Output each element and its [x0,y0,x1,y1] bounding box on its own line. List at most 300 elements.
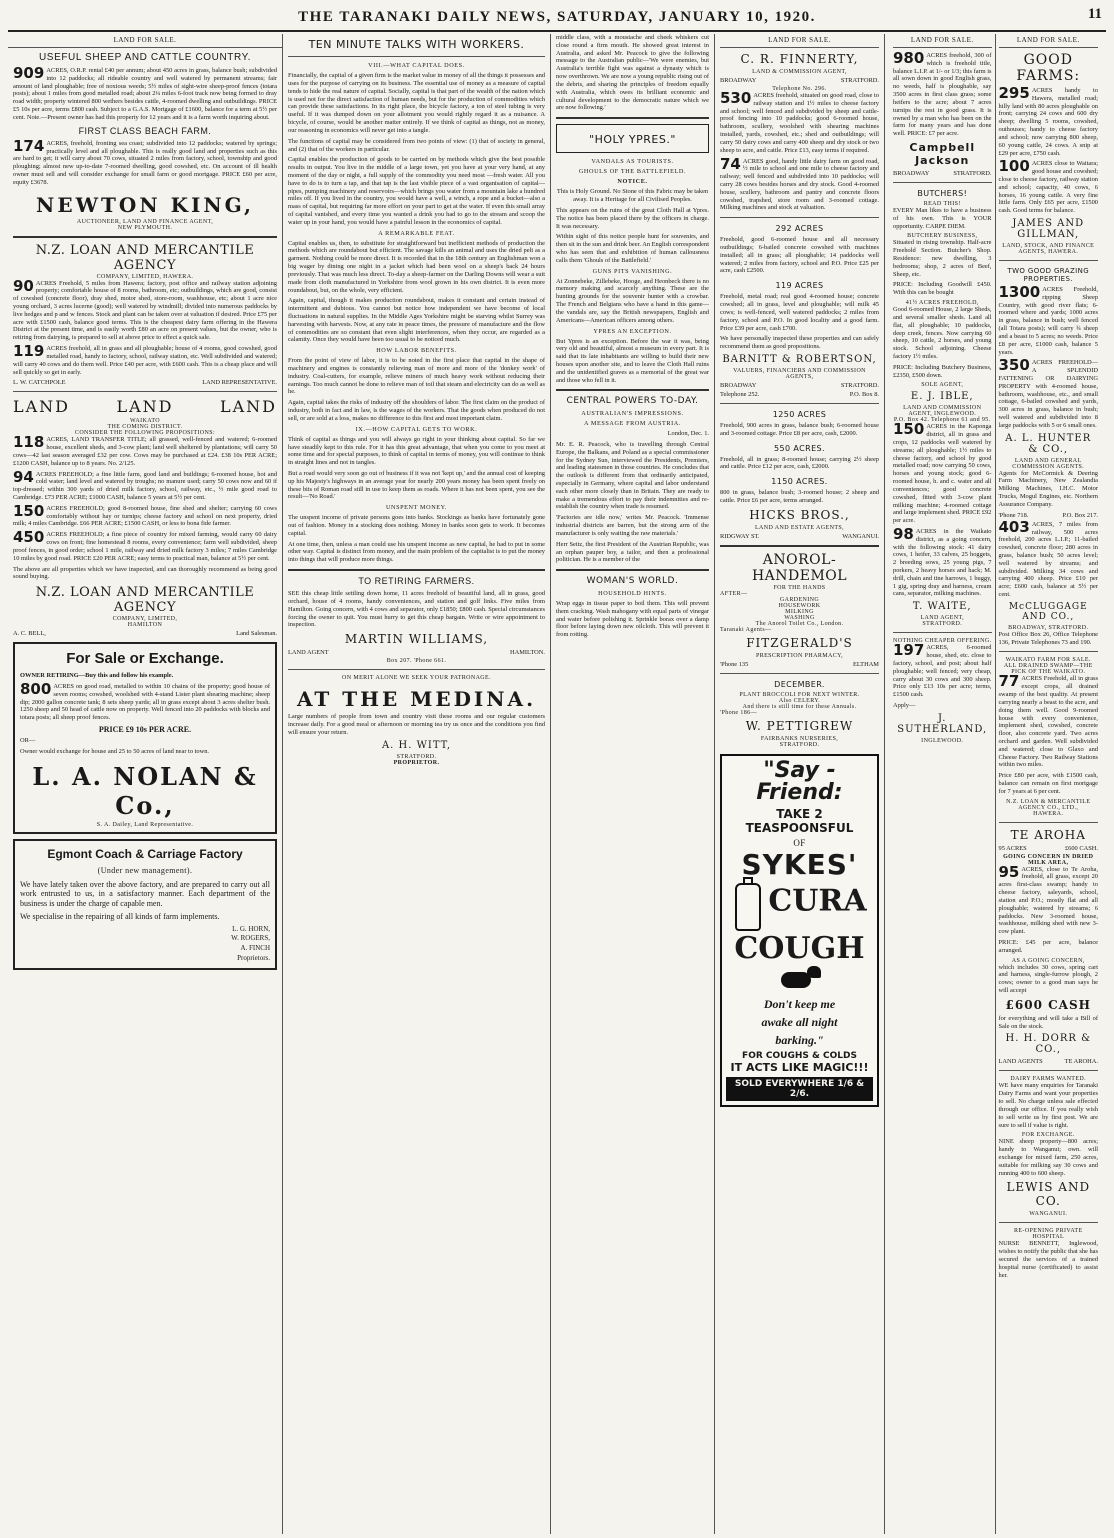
ad-footer: IT ACTS LIKE MAGIC!!! [730,1061,869,1075]
product-use: GARDENING [779,596,820,603]
proprietor: A. H. WITT, [381,739,452,751]
listing-403 [998,517,1099,599]
article-subhead: YPRES AN EXCEPTION. [593,327,672,335]
firm-subtitle: AUCTIONEER, LAND AND FINANCE AGENT, [76,218,214,225]
divider [288,569,545,571]
ad-of: OF [793,837,806,848]
ad-paragraph: We specialise in the repairing of all kinds of farm implements. [20,911,220,921]
firm-subtitle: LAND AND ESTATE AGENTS, [754,524,845,531]
listing-94 [13,467,277,502]
firm-town: HAMILTON [127,622,163,629]
divider [288,669,545,670]
firm-name: N.Z. LOAN & MERCANTILE AGENCY CO., LTD., [1006,798,1091,811]
proprietor-names [20,925,270,964]
agent-name: J. SUTHERLAND, [897,712,988,735]
firm-contact: Post Office Box 26, Office Telephone 136, Private Telephones 73 and 190. [998,630,1098,646]
article-paragraph: This appears on the ruins of the great Cloth Hall at Ypres. The notice has been placed there by the officers in charge. It was necessary. [556,206,709,230]
exchange-text: NINE sheep property—800 acres; handy to Wanganui; own. will exchange for mixed farm, 250 acres, suitable for milking say 30 cows and running 400 to 600 sheep. [998,1138,1098,1177]
firm-phone: Telephone No. 296. [772,86,827,92]
ad-or: OR— [20,737,36,744]
exchange-note: Owner would exchange for house and 25 to 50 acres of land near to town. [20,747,209,755]
listing-text: ACRES, 7 miles from railway, 500 acres freehold, 200 acres L.I.P.; 11-bailed cowshed, concrete floor; 280 acres in grass, balance bush; 50 acres level; well watered by streams; and subdivided. Milking 34 cows and carrying 400 sheep. Price £10 per acre; £600 cash, balance at 5½ per cent. [998,520,1098,598]
firm-subtitle: LAND, STOCK, AND FINANCE AGENTS, HAWERA. [1002,243,1095,255]
article-paragraph: Think of capital as things and you will always go right in your thinking about capital. So far we have steadily kept to this rule. For it has this great advantage, that when you come to you meet at some time and for special purposes, to think of capital in terms of money, you will continue to think in straight lines and not in tangles. [288,435,545,467]
listing-98 [893,524,992,598]
column-header: LAND FOR SALE. [999,34,1099,48]
section-subtitle: ALL DRAINED SWAMP—THE PICK OF THE WAIKATO. [1003,663,1093,676]
agent-town: HAMILTON. [510,649,545,657]
firm-street: BROADWAY [720,381,757,389]
district-name: WAIKATO [129,418,161,425]
agent-line [999,1058,1099,1065]
article-subhead: GUNS PITS VANISHING. [592,267,673,275]
notice-text: This is Holy Ground. No Stone of this Fabric may be taken away. It is a Heritage for all Civilised Peoples. [556,188,709,204]
firm-town: STRATFORD. [840,77,879,84]
listing-95 [998,862,1099,936]
listing-cash: £600 CASH. [1064,844,1098,852]
divider [556,117,709,119]
ad-price: PRICE £9 10s PER ACRE. [98,725,192,734]
acreage-heading: 292 ACRES [775,224,824,234]
sole-agent: SOLE AGENT, [921,382,964,389]
firm-street: RIDGWAY ST. [720,532,760,540]
listing-text: Freehold, good 6-roomed house and all necessary outbuildings; 6-bailed concrete cowshed with machines installed; all in grass; all ploughable; 14 paddocks well watered; 2 miles from factory, school and P.O. Price £25 per acre, cash £2500. [720,236,879,275]
divider [999,822,1099,823]
article-paragraph: At one time, then, unless a man could use his unspent income as new capital, he had to put in some other way. Capital is distinct from money, and the main problem of the capitalist is to put the money into things that will produce more things. [288,540,545,564]
divider [893,632,992,633]
nursery-line: And there is still time for these Annuals. [742,703,857,710]
firm-name: Campbell Jackson [909,140,976,167]
column-5b [996,34,1102,1534]
agent-name: E. J. IBLE, [910,391,974,403]
listing-1300 [998,283,1099,356]
listing-number: 295 [998,84,1030,102]
article-title: "HOLY YPRES." [589,133,676,147]
firm-town: HAWERA. [1033,810,1064,817]
listing-text: which includes 30 cows, spring cart and harness, single-furrow plough, 2 cows; owner to a good man says he will accept [998,963,1098,994]
ad-illustration [726,881,873,965]
land-word: LAND [219,397,277,417]
section-title: FIRST CLASS BEACH FARM. [78,125,212,136]
firm-subtitle: LAND & COMMISSION AGENT, [752,69,847,75]
column-2 [283,34,551,1534]
agent-name: A. C. BELL, [13,630,46,638]
agent-contact: P.O. Box 42. Telephone 61 and 95. [893,417,991,424]
listing-174 [13,136,277,187]
listing-number: 95 [998,862,1020,881]
nursery-line: Also CELERY. [778,697,821,704]
listing-450 [13,528,277,562]
acreage-heading: 119 ACRES [775,281,824,291]
article-paragraph: Again, capital, though it makes production roundabout, makes it constant and certain instead of intermittent and dubious. You cannot but notice how independent we have become of local fluctuations in natural supplies. In the Middle Ages Yorkshire might be starving whilst Surrey was harvesting with harvests. Now, at any rate in peace times, the pressure of manufacture and the flow of commodities are so constant that even slight interferences, when they occur, are regarded as a calamity. Once they would have been too usual to be noticed much. [288,297,545,344]
agent-line [720,382,879,389]
divider [720,217,879,218]
medina-title: AT THE MEDINA. [296,687,537,712]
notice-heading: NOTICE. [617,178,648,186]
ad-paragraph: We have lately taken over the above factory, and are prepared to carry out all work entrusted to us, in a satisfactory manner. Each department of the business is under the charge of capable men. [20,879,270,909]
section-title: DAIRY FARMS WANTED. [1010,1076,1087,1083]
listing-text: Freehold, metal road; real good 4-roomed house; concrete cowshed; all in grass, level and ploughable; will milk 45 cows; is well-fenced, well watered paddocks; 2 miles from factory, school and P.O. In good locality and a good farm. Price £39 per acre, cash £700. [720,293,879,332]
article-subhead: A REMARKABLE FEAT. [378,229,455,237]
article-subhead: IX.—HOW CAPITAL GETS TO WORK. [355,425,478,433]
listing-summary [999,845,1099,852]
district-tagline: THE COMING DISTRICT. [107,424,183,431]
going-concern: AS A GOING CONCERN, [1011,957,1085,964]
agent-line [288,649,545,656]
firm-subtitle: LAND AND GENERAL COMMISSION AGENTS. [1012,457,1085,470]
listing-text: ACRES FREEHOLD—A SPLENDID FATTENING OR DAIRYING PROPERTY with 4-roomed house, bathroom, washhouse, etc., and small cottage, 6-bailed cowshed and yards, 300 acres in grass, balance in bush; well watered and subdivided into 8 large paddocks with 5 or 6 small ones. [998,359,1098,429]
listing-100 [998,157,1099,215]
firm-subtitle: COMPANY, LIMITED, HAWERA. [96,273,194,280]
listing-980 [893,49,992,138]
page-number: 11 [1087,6,1102,22]
proprietor-title: PROPRIETOR. [393,759,440,766]
article-paragraph: Within sight of this notice people hunt for souvenirs, and then sit in the sun and drink beer. An English correspondent who has seen that and exhibition of human callousness calls them 'Ghouls of the Battlefield.' [556,233,709,264]
agent-title: LAND REPRESENTATIVE. [202,379,277,387]
listing-77 [998,672,1099,769]
land-banner [13,397,277,416]
listing-text: ACRES good, handy little dairy farm on good road, ½ mile to school and one mile to cheese factory and railway; well fenced and subdivided into 10 paddocks; will carry 28 cows besides horses and dry stock. Good 4-roomed house, scullery, bathroom and pantry and concrete floors cowshed, trapshed, store room and 3-roomed cottage. Milking machines and stock at valuation. [720,157,879,212]
listing-number: 150 [893,420,925,439]
listing-text: ACRES freehold, 300 of which is freehold title, balance L.I.P. at 1/- or 1/3; this farm is all sown down in good English grass, no weeds, half is ploughable, say 3500 acres in first class grass; some heifers to the acre; about 7 acres turnips the rest in good grass. It is owned by a man who has been on the farm for many years and has done well. PRICE: £7 per acre. [893,52,992,138]
section-title: TO RETIRING FARMERS. [358,576,475,587]
firm-street: BROADWAY [893,169,930,177]
section-title: WAIKATO FARM FOR SALE. [1005,657,1091,664]
firm-box: P.O. Box 217. [1062,511,1098,519]
column-3 [551,34,715,1534]
firm-subtitle: BROADWAY, STRATFORD. [1008,624,1089,631]
listing-text: ACRES in the Kaponga district, all in grass and crops, 12 paddocks well watered by streams; all ploughable; 1½ miles to cheese factory, and school by good metalled road; now carrying 50 cows, horses and young stock; good 6-roomed house, h. and c. water and all conveniences; good concrete cowshed, fitted with 3-cow plant milking machine; 4-roomed cottage and large implement shed. PRICE £92 per acre. [893,423,992,525]
ad-title: Egmont Coach & Carriage Factory [47,846,243,861]
proprietor: L. G. HORN, [232,924,270,933]
ad-price-band: SOLD EVERYWHERE 1/6 & 2/6. [726,1077,873,1101]
divider [720,403,879,404]
listing-text: Freehold, all in grass; 8-roomed house; carrying 2½ sheep and cattle. Price £12 per acre, cash, £2000. [720,455,879,471]
acreage-heading: 1150 ACRES. [771,477,828,487]
listing-text: ACRES, 6-roomed house, shed, etc. close to factory, school, and post; about half ploughable; well fenced; very cheap, carry about 30 cows and 300 sheep. Price only £13 10s per acre; terms, £1500 cash. [893,644,992,699]
listing-number: 174 [13,136,45,155]
acreage-heading: 41½ ACRES FREEHOLD, [905,300,979,307]
article-subhead: HOUSEHOLD HINTS. [598,589,667,597]
listing-cash: £600 CASH [1005,997,1091,1012]
agent-contact: Box 207. 'Phone 661. [386,658,447,665]
article-subhead: VANDALS AS TOURISTS. [591,158,674,166]
divider [556,389,709,391]
agent-subtitle: LAND AND COMMISSION AGENT, INGLEWOOD. [903,405,982,418]
firm-name: L. A. NOLAN & Co., [32,761,258,820]
listing-number: 1300 [998,283,1041,301]
column-5-inner [890,34,1101,1534]
butchery-heading: BUTCHERY BUSINESS, [907,233,978,240]
ad-dosage: TAKE 2 TEASPOONSFUL [745,806,854,835]
listing-text: ACRES, freehold, fronting sea coast; subdivided into 12 paddocks; watered by springs; practically level and all ploughable. This is really good land and properties such as this are hard to get; it will carry about 70 cows, situated 2 miles from factory, school, township and good ploughing; almost new up-to-date 7-roomed dwelling, good cowshed, etc. On account of ill health owner must sell and will consider exchange for small farm or good mortgage. PRICE £60 per acre, equity £3678. [13,139,277,186]
firm-name: LEWIS AND CO. [1006,1180,1091,1209]
agent-name: L. W. CATCHPOLE [13,379,66,387]
section-title: RE-OPENING PRIVATE HOSPITAL [1013,1228,1083,1241]
ad-title: For Sale or Exchange. [66,650,224,668]
offering-heading: NOTHING CHEAPER OFFERING. [893,638,992,645]
ad-brand: SYKES' [741,847,858,881]
article-paragraph: From the point of view of labor, it is to be noted in the first place that capital in the shape of machinery and engines is constantly relieving man of more and more of the 'donkey work' of industry. Coal-cutters, for example, relieve miners of much heavy work without reducing their earnings. Too much cannot be done to relieve man of toil that steam and electricity can do as well as he. [288,357,545,396]
ad-footer: FOR COUGHS & COLDS [742,1051,857,1062]
listing-text: ACRES in the Waikato district, as a going concern, with the following stock: 41 dairy cows, 1 heifer, 33 calves, 25 hoggets, 2 breeding sows, 25 young pigs, 7 porkers, 2 heavy horses and hack; M. drill, chain and tine harrows, 1 buggy, 1 gig, spring dray and harness, cream cans, separator, milking machines. [893,527,992,598]
listing-number: 800 [20,679,52,698]
ad-subtitle: (Under new management). [97,865,193,875]
listing-acreage: 95 ACRES [998,844,1027,852]
listing-number: 150 [13,501,45,520]
divider [999,260,1099,261]
article-paragraph: The unspent income of private persons goes into banks. Stockings as banks have fortunately gone out of fashion. Money in a stocking does nothing. Money in banks soon gets to work. It becomes capital. [288,514,545,537]
land-word: LAND [13,397,71,417]
nursery-subtitle: FAIRBANKS NURSERIES, [760,735,839,742]
listing-number: 98 [893,524,914,543]
ad-tagline: barking." [775,1033,824,1048]
listing-text: Freehold, 900 acres in grass, balance bush; 6-roomed house and 3-roomed cottage. Price £8 per acre, cash, £2000. [720,421,879,437]
agent-line [13,379,277,386]
butchers-sub: READ THIS! [923,200,961,207]
listing-text: ACRES Freehold, all in grass except crops, all drained swamp of the best quality. At present carrying nearly a beast to the acre, and doing them well. Good 9-roomed house with every convenience, implement shed, cowshed, concrete floor, also concrete yard. Two acres orchard and garden. Well subdivided and watered; close to Glaxo and Cheese Factory. Two Railway Stations within two miles. [998,675,1098,769]
land-word: LAND [116,397,174,417]
ad-product: CURA COUGH [734,883,867,966]
listing-text: Good 6-roomed House, 2 large Sheds, and several smaller sheds. Land all flat, all ploughable; 10 paddocks, deep creek, fences. Now carrying 60 sheep, 10 cattle, 2 horses, and young stock. School adjoining. Cheese factory 1½ miles. [893,306,992,360]
listing-119 [13,342,277,376]
listing-number: 119 [13,342,45,361]
article-subhead: GHOULS OF THE BATTLEFIELD. [578,168,687,176]
listing-price: PRICE: Including Butchery Business, £2350, £500 down. [893,363,992,379]
firm-box: P.O. Box 8. [849,390,879,398]
firm-phone: 'Phone 718. [998,511,1029,519]
product-use: MILKING [785,608,814,615]
agent-line [999,512,1099,519]
wanted-text: WE have many enquiries for Taranaki Dairy Farms and want your properties to sell. No charge unless sale effected through our office. If you really wish to sell write us by first post. We are sure to sell if value is right. [998,1082,1098,1129]
agent-town: STRATFORD. [922,621,963,628]
article-subhead: HOW LABOR BENEFITS. [376,347,457,355]
listing-text: for everything and will take a Bill of Sale on the stock. [998,1014,1098,1030]
butchery-price: PRICE: Including Goodwill £450. With this can be bought [893,281,992,297]
article-title: CENTRAL POWERS TO-DAY. [566,396,699,407]
listing-number: 77 [998,672,1020,691]
ad-dog-row [726,964,873,994]
divider [13,391,277,392]
butchers-heading: BUTCHERS! [917,188,968,198]
dog-icon [777,964,823,994]
firm-name: N.Z. LOAN AND MERCANTILE AGENCY [35,242,255,273]
article-subhead: UNSPENT MONEY. [385,504,448,512]
nursery-line: PLANT BROCCOLI FOR NEXT WINTER. [739,691,860,698]
article-paragraph: Financially, the capital of a given firm is the market value in money of all the things it possesses and uses for the purpose of carrying on its business. The essential use of money as a measure of capital tends to hide the real nature of capital. Socially, capital is that part of the wealth of the nation which is used not for the direct satisfaction of human needs, but for the production of commodities which can provide these satisfactions. In its right place, the bicycle factory, a ton of steel tubing is very useful. If it was dumped down on your allotment you would rightly regard it as a nuisance. A bicycle, of course, would be another matter entirely. If we think of capital as things, not as money, our reasoning in economics will never get into a tangle. [288,72,545,134]
divider [13,236,277,238]
listing-text: ACRES Freehold, 5 miles from Hawera; factory, post office and railway station adjoining property; comfortable house of 8 rooms, bathroom, etc; outbuildings, which are good, consist of cowshed (concrete floor), dray shed, motor shed, store-room, washhouse, etc; about 1 acre nice young orchard, 3 acres lucerne (good); well watered by windmill; divided into numerous paddocks by live hedges and p and w fences. Stock and plant can be taken over at valuation if desired. Price £75 per acre with £1500 cash, balance good terms. This is the cheapest dairy farm offering in the Hawera District at the present time, and is easily worth £80 an acre on present values, but the owner, who is retiring from dairying, is prepared to sell at above price to effect a quick sale. [13,279,277,342]
firm-name: BARNITT & ROBERTSON, [722,353,877,365]
listing-909 [13,64,277,122]
listing-295 [998,84,1099,157]
divider [999,1222,1099,1223]
firm-name: McCLUGGAGE AND CO., [1008,601,1088,622]
medicine-bottle-icon [735,883,761,931]
pharmacy-town: ELTHAM [852,660,879,668]
agent-town: INGLEWOOD. [921,737,964,744]
agent-line [720,533,879,540]
article-subhead: AUSTRALIAN'S IMPRESSIONS. [581,410,684,418]
acreage-heading: 550 ACRES. [774,443,825,453]
firm-name: NEWTON KING, [36,192,254,217]
firm-town: TE AROHA. [1064,1058,1098,1066]
butchery-text: Situated in rising township. Half-acre Freehold Section. Butcher's Shop. Residence: new dwelling, 3 bedrooms; shop, 2 acres of Beef, Sheep, etc. [893,239,992,278]
listing-150 [13,501,277,528]
listing-text: ACRES, LAND TRANSFER TITLE; all grassed, well-fenced and watered; 6-roomed house, excellent sheds, and 3-cow plant; land well sheltered by plantations; will carry 50 cows—42 last season averaged £32 per cow. Cows may be purchased at £24. £38 10s PER ACRE; £1200 CASH, balance up to 8 years. [13,436,277,467]
ad-headline: "Say - Friend: [756,757,843,805]
firm-town: STRATFORD. [953,169,992,177]
article-paragraph: Wrap eggs in tissue paper to boil them. This will prevent them cracking. Wash mahogany with equal parts of vinegar and water before polishing it. Sprinkle borax over a damp floor before laying down new oilcloth. This will prevent it from rotting. [556,599,709,639]
acreage-heading: 1250 ACRES [772,409,827,419]
article-paragraph: Herr Seitz, the first President of the Austrian Republic, was an orphan pauper boy, a tailor, and then a professional politician. He is a member of the [556,540,709,564]
agent-name: T. WAITE, [912,601,972,613]
product-subtitle: FOR THE HANDS [773,584,826,591]
article-title: TEN MINUTE TALKS WITH WORKERS. [308,38,525,51]
agent-line [720,77,879,84]
article-subhead: A MESSAGE FROM AUSTRIA. [583,420,681,428]
listing-text: ACRES FREEHOLD; good 8-roomed house, fine shed and shelter; carrying 60 cows comfortably without hay or turnips; cheese factory and school on next property, dried milk; 4 miles Cambridge. £66 PER ACRE; £1500 CASH, or less to bona fide farmer. [13,504,277,528]
listing-text: ACRES, close to Te Aroha, freehold, all grass, except 20 acres first-class swamp; handy to cheese factory, saleyards, school, station and P.O.; mostly flat and all ploughable; watered by streams; 6 paddocks. New 3-roomed house, washhouse, milking shed with new 3-cow plant. [998,865,1098,936]
listing-number: 909 [13,64,45,82]
article-paragraph: Again, capital takes the risks of industry off the shoulders of labor. The first claim on the product of industry, both in fact and in law, is the wages of the workers. That the goods when produced do not sell, or are sold at a loss, makes no difference to this first and most important claim. [288,399,545,422]
article-paragraph: But a road would very soon go out of business if it was not 'kept up,' and the annual cost of keeping up his Majesty's highways in an average year for nearly 200 years money has been spent freely on these bits of Roman road still in use to keep them as roads. Where it has not been spent, you see the result—'No Road.' [288,469,545,501]
divider [556,569,709,571]
section-title: USEFUL SHEEP AND CATTLE COUNTRY. [38,52,252,63]
proprietor-town: STRATFORD. [396,753,437,760]
butchers-text: EVERY Man likes to have a business of his own. This is YOUR opportunity. CARPE DIEM. [893,206,992,230]
product-use: WASHING [784,614,815,621]
agent-line [893,170,992,177]
listing-text: 800 in grass, balance bush; 3-roomed house; 2 sheep and cattle. Price £6 per acre, terms arranged. [720,489,879,504]
column-1 [8,34,283,1534]
propositions-heading: CONSIDER THE FOLLOWING PROPOSITIONS: [74,430,216,437]
ad-tagline: Don't keep me [763,997,836,1012]
page-columns [8,34,1106,1534]
section-title: TE AROHA [1010,827,1086,842]
listing-text: ACRES freehold, situated on good road, close to railway station and 1½ miles to cheese factory and school; well fenced and subdivided by sheep and cattle-proof fencing into 10 paddocks; good 6-roomed house, bathroom, scullery, woolshed with shearing machines installed, yards, cowshed, etc.; shed and outbuildings; will carry 50 dairy cows and carry 400 sheep and dry stock or two sheep to acre, and cattle. Price £13, easy terms if required. [720,92,879,154]
product-use: HOUSEWORK [778,602,821,609]
pharmacy-name: FITZGERALD'S [746,635,853,650]
nursery-phone: 'Phone 186— [720,709,757,716]
firm-title: LAND AGENTS [998,1058,1043,1066]
proprietor: W. ROGERS, [231,934,270,943]
section-title: GOOD FARMS: [1016,52,1081,84]
divider [720,545,879,547]
listing-number: 980 [893,49,925,67]
listing-number: 530 [720,89,752,107]
listing-number: 350 [998,356,1030,375]
article-paragraph: At Zonnebeke, Zillebeke, Hooge, and Heonbeck there is no memory making and scarcely anything. These are the hunting grounds for the souvenir hunter with a crowbar. The French and Belgians who have a hand in this game—the vandals are, say the British newspapers, English and Americans—American officers among others. [556,277,709,324]
listing-number: 74 [720,154,741,173]
for-sale-exchange-ad [13,642,277,834]
listing-number: 90 [13,276,34,295]
firm-subtitle: VALUERS, FINANCIERS AND COMMISSION AGENTS, [733,367,866,380]
ad-lead: OWNER RETIRING—Buy this and follow his example. [20,672,174,680]
firm-town: WANGANUI. [1029,1211,1068,1218]
listing-number: 100 [998,157,1030,176]
article-title: WOMAN'S WORLD. [586,576,679,587]
masthead-title: THE TARANAKI DAILY NEWS, SATURDAY, JANUARY 10, 1920. [298,8,816,25]
recommendation-note: The above are all properties which we have inspected, and can thoroughly recommend as being good sound buying. [13,565,277,581]
section-subtitle: GOING CONCERN IN DRIED MILK AREA, [1003,853,1094,866]
coach-factory-ad [13,839,277,970]
article-paragraph: Capital enables the production of goods to be carried on by methods which give the best possible results in output. You live in the middle of a large town, yet you have at your very hand, at any moment of the day or night, a full supply of the commodity you need most —fresh water. All you have to do is to turn a tap, and that tap is the last visible piece of a vast organisation of capital—pipes, pumping machinery and reservoirs—which brings you water from a mountain lake a hundred miles off. If you lived in the country, you would have a well, a winch, a rope and a bucket—also a mass of capital, but requiring far more effort on your part to get at the water. If even this small array of capital vanished, and every time you wanted a drink you had to go to the stream and scoop the water up in your hand, you would have a painful lesson in the economics of capital. [288,156,545,226]
pharmacy-subtitle: PRESCRIPTION PHARMACY, [755,652,844,659]
firm-agencies: Agents for McCormick & Deering Farm Machinery, New Zealandia Milking Machines, I.H.C. Motor Trucks, Mogul Engines, etc. Northern Assurance Company. [998,469,1098,508]
nursery-name: W. PETTIGREW [745,718,854,733]
ypres-headline [556,124,709,153]
divider [999,1070,1099,1071]
firm-subtitle: COMPANY, LIMITED, [112,616,178,623]
divider [999,651,1099,652]
article-paragraph: middle class, with a moustache and cheek whiskers cut close round a firm mouth. He showed great interest in Australia, and asked Mr. Peacock to give the following message to the Australian public—'We were enemies, but Australia's terrible fight was against a dynasty which is now overthrown. We are now a young republic rising out of the debris, and sharing the principles of freedom equally with Australia, which owes its brilliant economic and cultural development to the democratic nature which we are now following.' [556,34,709,112]
proprietor-title: Proprietors. [237,954,270,963]
article-paragraph: Capital enables us, then, to substitute for straightforward but inefficient methods of production the methods which are roundabout but efficient. The savage kills an animal and uses the dried pelt as a garment. Nothing could be more direct. It is recorded that in the 18th century an Englishman won a big wager by dining one night in a jacket which had been wool on a sheep's back 24 hours previously. That was much less direct. To-day a sheep-farmer on the Darling Downs will wear a suit made from cloth manufactured in Yorkshire from wool grown in his own district. It is even more roundabout, but, on the whole, very efficient. [288,239,545,294]
listing-price: PRICE: £45 per acre, balance arranged. [998,938,1098,954]
section-title: FOR EXCHANGE. [1021,1132,1075,1139]
agent-subtitle: LAND AGENT, [920,615,965,622]
firm-name: A. L. HUNTER & CO., [1005,432,1092,455]
listing-text: ACRES FREEHOLD; a fine piece of country for mixed farming, would carry 60 dairy cows on front; fine homestead 8 rooms, every convenience; farm well subdivided, sheep proof fences, in good order; school 1 mile, railway and dried milk factory 3 miles; 7 miles Cambridge 10 miles by good road. PRICE £20 PER ACRE; easy terms to practical man, balance at 5½ per cent. [13,531,277,562]
masthead [8,4,1106,32]
listing-text: ACRES on good road, metalled to within 10 chains of the property; good house of seven rooms; cowshed, woolshed with 4-stand Lister plant shearing machine; sheep dip; 2000 gallon concrete tank; 8 sets sheep yards; all in grass except about 3 acres shelter bush. 1250 sheep and 50 head of cattle now on property. Well fenced into 20 paddocks with blocks and totara posts; all sheep proof fences. [20,682,270,722]
listing-price: Price £80 per acre, with £1500 cash, balance can remain on first mortgage for 7 years at 6 per cent. [998,772,1098,795]
listing-number: 118 [13,433,45,452]
divider [893,182,992,183]
listing-text: ACRES, O.R.P. rental £40 per annum; about 450 acres in grass, balance bush; subdivided into 12 paddocks; all rideable country and well watered by permanent streams; fair amount of land ploughable; free of noxious weeds; 5½ miles of sight-wire sheep-proof fences (totara posts); about 1 miles from good metalled road; about 2¼ miles 6-foot track now being formed to dray road width; property wintered 800 wethers besides cattle, 4-roomed dwelling and outbuildings. PRICE £5 10s per acre, terms £800 cash. Subject to a G.A.S. Mortgage of £1600, balance for a term at 5½ per cent. Note.—Present owner has had this property for 12 years and it is a farm worth inquiring about. [13,67,277,121]
retiring-ad-text: SEE this cheap little settling down home, 11 acres freehold of beautiful land, all in grass, good orchard, house of 4 rooms, handy conveniences, and station and golf links. Five miles from Hamilton. Going concern, with 4 cows and separator, only £1850; £800 cash. Special circumstances forcing the owner to quit. You must hurry to get this cheap bargain. Write or wire appointment to inspection. [288,590,545,629]
product-name: ANOROL-HANDEMOL [751,551,848,584]
article-paragraph: Mr. E. R. Peacock, who is travelling through Central Europe, the Balkans, and Poland as a special commissioner for the Sydney Sun, interviewed the Presidents, Premiers, and leading statesmen in those countries. He concludes that the outlook is different from that ordinarily anticipated, especially in Germany, where capital and labor understand each other more closely than in Britain. They are ready to make a tremendous effort to pay their indemnities and re-establish the country when trade is resumed. [556,440,709,511]
agent-line [720,391,879,398]
pharmacy-phone: 'Phone 135 [720,660,749,668]
firm-street: BROADWAY [720,77,757,84]
listing-text: ACRES freehold, all in grass and all ploughable; house of 4 rooms, good cowshed, good metalled road, handy to factory, school, railway station, etc. Well subdivided and watered; will carry 40 cows and do them well. Price £40 per acre, with £600 cash. This is a cheap place and will sell quickly so get in early. [13,345,277,376]
listing-74 [720,154,879,213]
firm-town: WANGANUI. [842,532,879,540]
medina-text: Large numbers of people from town and country visit these rooms and our regular customers increase daily. For a good meal or afternoon or morning tea try us once and the conditions you find will ensure your return. [288,713,545,736]
column-header: LAND FOR SALE. [8,34,282,48]
firm-rep: S. A. Dailey, Land Representative. [96,821,194,828]
listing-350 [998,356,1099,429]
article-subhead: VIII.—WHAT CAPITAL DOES. [368,62,465,70]
ad-tagline: awake all night [761,1015,838,1030]
divider [288,56,545,57]
listing-number: 197 [893,641,925,660]
firm-phone: Telephone 252. [720,390,760,398]
listing-text: ACRES FREEHOLD; a fine little farm, good land and buildings; 6-roomed house, hot and cold water; land level and watered by troughs; no manure used; carry 50 cows now and 60 if top-dressed; within 300 yards of dried milk factory, school, railway, etc., ½ mile good road to Cambridge. £73 PER ACRE; £1000 CASH, balance 5 years at 5½ per cent. [13,470,277,501]
firm-name: H. H. DORR & CO., [1005,1033,1091,1056]
divider [720,673,879,674]
agent-line [13,630,277,637]
product-agents: Taranaki Agents— [720,626,772,633]
proprietor: A. FINCH [240,944,270,953]
nursery-heading: DECEMBER. [774,679,825,689]
agent-title: Land Salesman. [236,630,277,638]
agent-title: LAND AGENT [288,649,329,657]
dateline: London, Dec. 1. [667,430,709,438]
listing-800 [20,679,270,722]
column-header: LAND FOR SALE. [893,34,992,48]
firm-name: C. R. FINNERTY, [740,52,859,66]
firm-name: HICKS BROS., [749,507,850,522]
article-paragraph: 'Factories are idle now,' writes Mr. Peacock. 'Immense industrial districts are barren, but the strong arm of the manufacturer is only waiting the raw materials.' [556,514,709,537]
firm-name: N.Z. LOAN AND MERCANTILE AGENCY [35,585,255,616]
listing-number: 94 [13,467,34,486]
agent-name: MARTIN WILLIAMS, [344,632,489,647]
article-paragraph: But Ypres is an exception. Before the war it was, being very old and beautiful, almost a museum in every part. It is said that its late inhabitants are willing to build their new houses upon another site, and to leave the Cloth Hall ruins and the unidentified graves as a memorial of the great war and those who fell in it. [556,337,709,384]
